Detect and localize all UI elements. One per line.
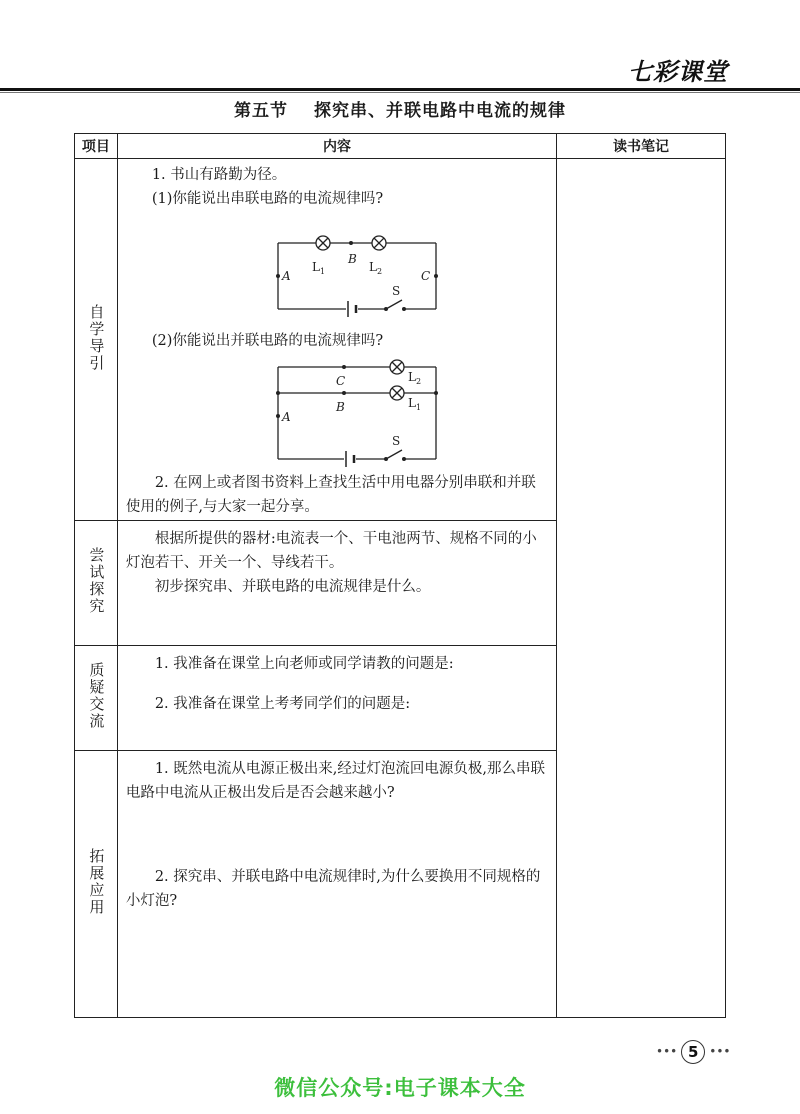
row-label-cell	[75, 159, 118, 521]
row-label-cell	[75, 521, 118, 646]
label-C: C	[420, 269, 431, 283]
section-title: 探究串、并联电路中电流的规律	[314, 101, 566, 121]
content-cell	[117, 521, 556, 646]
row-label: 质疑交流	[87, 662, 106, 730]
page-dots-right: •••	[709, 1044, 731, 1059]
list-item: 初步探究串、并联电路的电流规律是什么。	[154, 579, 431, 595]
label-L2: $L_2$	[368, 260, 382, 276]
label-S: S	[391, 434, 401, 448]
parallel-circuit-diagram	[268, 355, 448, 467]
list-item: 2. 探究串、并联电路中电流规律时,为什么要换用不同规格的小灯泡?	[125, 869, 541, 909]
row-label-cell	[75, 646, 118, 751]
header-rule	[0, 88, 800, 91]
content-cell	[117, 751, 556, 1018]
header-notes: 读书笔记	[557, 134, 726, 159]
label-L2: $L_2$	[407, 370, 421, 386]
table-row	[75, 159, 726, 521]
page-number-badge	[656, 1040, 730, 1064]
study-table	[74, 133, 726, 1018]
header-item: 项目	[75, 134, 118, 159]
content-cell	[117, 159, 556, 521]
notes-cell	[557, 159, 726, 1018]
label-A: A	[281, 269, 291, 283]
row-label-cell	[75, 751, 118, 1018]
label-A: A	[281, 410, 291, 424]
row-label: 拓展应用	[87, 848, 106, 916]
list-item: 根据所提供的器材:电流表一个、干电池两节、规格不同的小灯泡若干、开关一个、导线若干。	[125, 531, 537, 571]
brand-logo: 七彩课堂	[628, 58, 728, 86]
label-B: B	[335, 400, 345, 414]
row-label: 尝试探究	[87, 547, 106, 615]
list-item: 2. 在网上或者图书资料上查找生活中用电器分别串联和并联使用的例子,与大家一起分享。	[125, 475, 536, 515]
label-C: C	[335, 374, 346, 388]
list-item: 1. 书山有路勤为径。	[151, 167, 287, 183]
footer-watermark: 微信公众号:电子课本大全	[274, 1076, 526, 1100]
content-cell	[117, 646, 556, 751]
header-rule-thin	[0, 92, 800, 93]
page-number: 5	[681, 1040, 705, 1064]
page-title	[0, 96, 800, 121]
list-item: (2)你能说出并联电路的电流规律吗?	[151, 333, 384, 349]
list-item: 2. 我准备在课堂上考考同学们的问题是:	[154, 696, 411, 712]
table-header-row	[75, 134, 726, 159]
section-number: 第五节	[234, 101, 288, 121]
list-item: 1. 我准备在课堂上向老师或同学请教的问题是:	[154, 656, 454, 672]
series-circuit-diagram	[268, 215, 448, 317]
list-item: 1. 既然电流从电源正极出来,经过灯泡流回电源负极,那么串联电路中电流从正极出发后是否会越来越小?	[125, 761, 545, 801]
label-L1: $L_1$	[311, 260, 325, 276]
row-label: 自学导引	[87, 303, 106, 372]
label-B: B	[347, 252, 357, 266]
page-dots-left: •••	[656, 1044, 678, 1059]
label-S: S	[391, 284, 401, 298]
header-content: 内容	[117, 134, 556, 159]
list-item: (1)你能说出串联电路的电流规律吗?	[151, 191, 384, 207]
label-L1: $L_1$	[407, 396, 421, 412]
